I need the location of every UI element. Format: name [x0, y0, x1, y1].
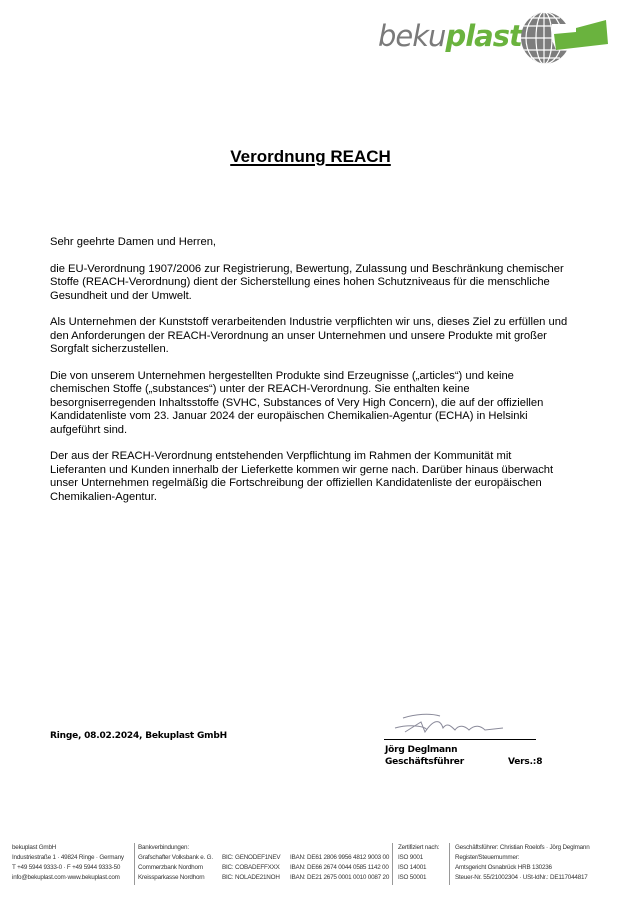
footer-divider: [392, 843, 393, 885]
cert-item: ISO 14001: [398, 864, 427, 871]
bank-iban: IBAN: DE66 2674 0044 0585 1142 00: [290, 864, 389, 871]
paragraph: Der aus der REACH-Verordnung entstehenden Verpflichtung im Rahmen der Kommunität mit Lieferanten und Kunden innerhalb der Lieferkette kommen wir gerne nach. Darüber hinaus überwacht unser Unternehmen regelmäßig die Fortschreibung der offiziellen Kandidatenliste der europäischen Chemikalien-Agentur.: [50, 450, 554, 503]
bank-name: Grafschafter Volksbank e. G.: [138, 854, 213, 861]
bank-name: Kreissparkasse Nordhorn: [138, 874, 205, 881]
letter-body: [50, 236, 570, 517]
bank-bic: BIC: NOLADE21NOH: [222, 874, 280, 881]
management-line: Geschäftsführer: Christian Roelofs · Jörg Deglmann: [455, 844, 590, 851]
bank-heading: Bankverbindungen:: [138, 844, 189, 851]
management-line: Steuer-Nr. 55/21002304 · USt-IdNr.: DE117044817: [455, 874, 588, 881]
cert-item: ISO 9001: [398, 854, 424, 861]
paragraph: Als Unternehmen der Kunststoff verarbeitenden Industrie verpflichten wir uns, dieses Ziel zu erfüllen und den Anforderungen der REACH-Verordnung an unser Unternehmen und unsere Produkte mit großer Sorgfalt sicherzustellen.: [50, 316, 568, 356]
paragraph: Die von unserem Unternehmen hergestellten Produkte sind Erzeugnisse („articles“) und keine chemischen Stoffe („substances“) unter der REACH-Verordnung. Sie enthalten keine besorgniserregenden Inhaltsstoffe (SVHC, Substances of Very High Concern), die auf der offiziellen Kandidatenliste vom 23. Januar 2024 der europäischen Chemikalien-Agentur (ECHA) in Helsinki aufgeführt sind.: [50, 370, 544, 436]
footer-divider: [449, 843, 450, 885]
signatory-name: Jörg Deglmann: [385, 745, 458, 755]
document-title: Verordnung REACH: [230, 147, 391, 166]
bank-row: [138, 853, 389, 863]
logo-wordmark: [378, 19, 522, 53]
footer-management: [455, 843, 590, 883]
footer-certifications: [398, 843, 439, 883]
globe-folder-icon: [516, 10, 616, 66]
company-name: bekuplast GmbH: [12, 844, 57, 851]
management-line: Register/Steuernummer:: [455, 854, 520, 861]
bank-name: Commerzbank Nordhorn: [138, 864, 203, 871]
version-label: Vers.:8: [508, 757, 543, 767]
company-phone-fax: T +49 5944 9333-0 · F +49 5944 9333-50: [12, 864, 121, 871]
bank-row: [138, 863, 389, 873]
bank-bic: BIC: GENODEF1NEV: [222, 854, 281, 861]
company-email-web: info@bekuplast.com·www.bekuplast.com: [12, 874, 120, 881]
bank-iban: IBAN: DE61 2806 9956 4812 9003 00: [290, 854, 390, 861]
paragraph: die EU-Verordnung 1907/2006 zur Registrierung, Bewertung, Zulassung und Beschränkung chemischer Stoffe (REACH-Verordnung) dient der Sicherstellung eines hohen Schutzniveaus für die menschliche Gesundheit und der Umwelt.: [50, 262, 564, 302]
salutation: Sehr geehrte Damen und Herren,: [50, 236, 217, 248]
bank-iban: IBAN: DE21 2675 0001 0010 0087 20: [290, 874, 390, 881]
bank-row: [138, 873, 389, 883]
company-address: Industriestraße 1 · 49824 Ringe · Germany: [12, 854, 124, 861]
footer-banks: [138, 843, 389, 883]
signatory-block: [385, 744, 464, 768]
footer-company: [12, 843, 124, 883]
place-date: Ringe, 08.02.2024, Bekuplast GmbH: [50, 731, 227, 741]
footer-divider: [134, 843, 135, 885]
cert-heading: Zertifiziert nach:: [398, 844, 440, 851]
logo-text-beku: beku: [378, 19, 446, 53]
logo-text-plast: plast: [445, 19, 522, 53]
signature-image: [385, 708, 535, 738]
bank-bic: BIC: COBADEFFXXX: [222, 864, 280, 871]
signatory-role: Geschäftsführer: [385, 757, 464, 767]
cert-item: ISO 50001: [398, 874, 427, 881]
signature-line: [384, 739, 536, 740]
management-line: Amtsgericht Osnabrück HRB 130236: [455, 864, 552, 871]
bekuplast-logo: [378, 8, 618, 68]
